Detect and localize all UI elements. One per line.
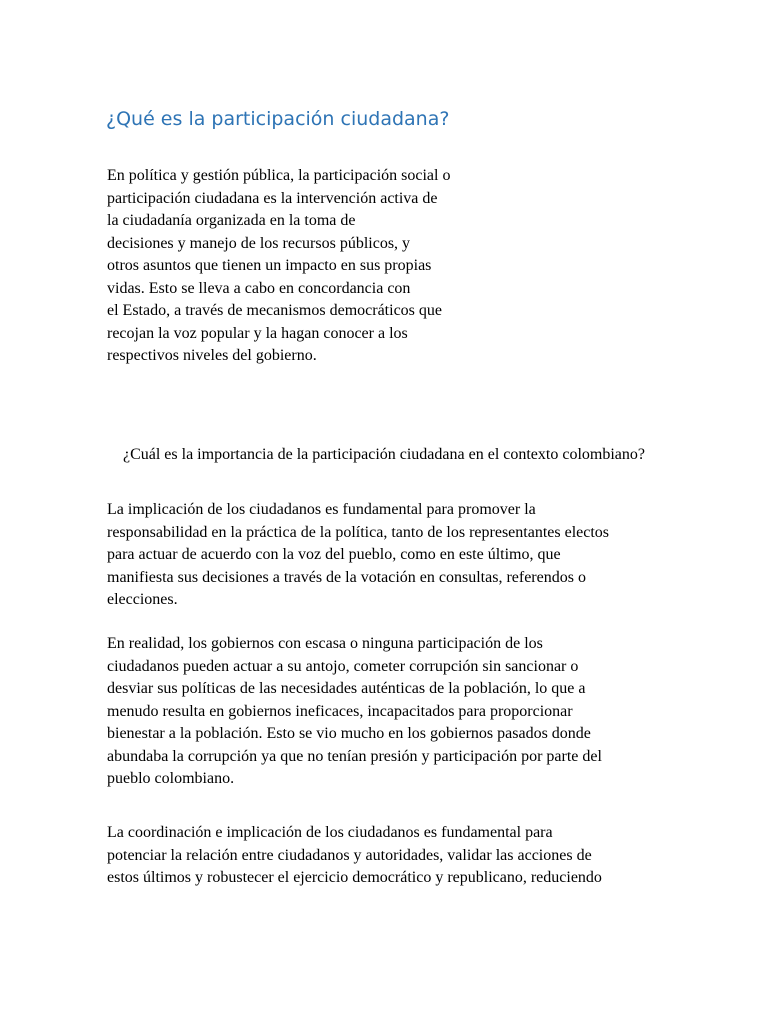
paragraph-line: decisiones y manejo de los recursos públicos, y [107, 234, 411, 252]
document-title: ¿Qué es la participación ciudadana? [106, 108, 450, 130]
paragraph-line: potenciar la relación entre ciudadanos y autoridades, validar las acciones de [107, 846, 592, 864]
paragraph-line: abundaba la corrupción ya que no tenían presión y participación por parte del [107, 747, 602, 765]
importance-paragraph [107, 499, 667, 612]
paragraph-line: pueblo colombiano. [107, 770, 235, 787]
paragraph-line: En realidad, los gobiernos con escasa o ninguna participación de los [107, 635, 543, 652]
paragraph-line: recojan la voz popular y la hagan conocer a los [107, 324, 408, 342]
coordination-paragraph [107, 822, 667, 890]
paragraph-line: En política y gestión pública, la participación social o [107, 167, 451, 184]
paragraph-line: participación ciudadana es la intervención activa de [107, 189, 438, 207]
paragraph-line: estos últimos y robustecer el ejercicio democrático y republicano, reduciendo [107, 869, 602, 886]
paragraph-line: La coordinación e implicación de los ciudadanos es fundamental para [107, 824, 553, 841]
paragraph-line: manifiesta sus decisiones a través de la votación en consultas, referendos o [107, 568, 586, 586]
paragraph-line: menudo resulta en gobiernos ineficaces, incapacitados para proporcionar [107, 702, 573, 720]
section-subheading: ¿Cuál es la importancia de la participación ciudadana en el contexto colombiano? [122, 446, 645, 463]
paragraph-line: para actuar de acuerdo con la voz del pueblo, como en este último, que [107, 546, 561, 563]
paragraph-line: La implicación de los ciudadanos es fundamental para promover la [107, 501, 536, 518]
paragraph-line: responsabilidad en la práctica de la política, tanto de los representantes electos [107, 523, 610, 541]
paragraph-line: el Estado, a través de mecanismos democráticos que [107, 302, 442, 319]
reality-paragraph [107, 633, 667, 791]
paragraph-line: la ciudadanía organizada en la toma de [107, 212, 356, 229]
paragraph-line: vidas. Esto se lleva a cabo en concordancia con [107, 279, 411, 297]
paragraph-line: bienestar a la población. Esto se vio mucho en los gobiernos pasados donde [107, 725, 591, 742]
paragraph-line: elecciones. [107, 591, 178, 608]
paragraph-line: respectivos niveles del gobierno. [107, 347, 317, 364]
paragraph-line: ciudadanos pueden actuar a su antojo, cometer corrupción sin sancionar o [107, 657, 579, 675]
paragraph-line: desviar sus políticas de las necesidades auténticas de la población, lo que a [107, 680, 586, 697]
intro-paragraph [107, 165, 507, 368]
paragraph-line: otros asuntos que tienen un impacto en sus propias [107, 257, 432, 274]
